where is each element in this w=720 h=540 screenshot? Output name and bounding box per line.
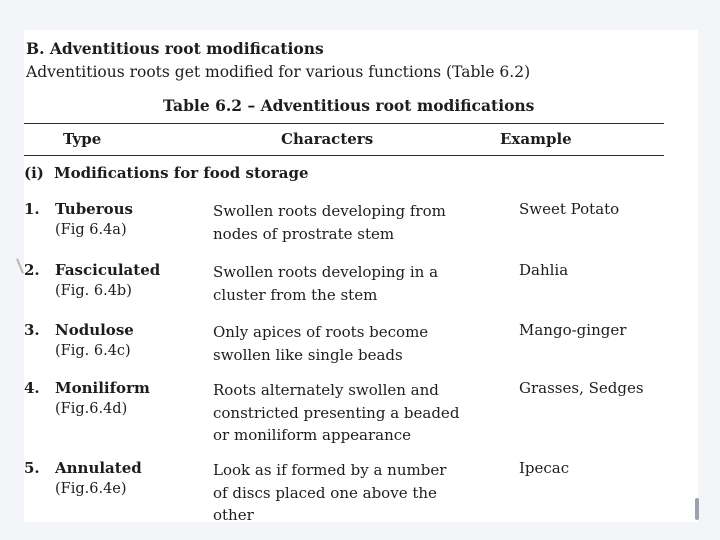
row-characters [213,379,513,447]
row-characters [213,459,513,527]
characters-line: of discs placed one above the [213,483,437,502]
characters-line: Roots alternately swollen and [213,381,439,399]
row-figure-ref: (Fig. 6.4b) [55,283,132,299]
row-figure-ref: (Fig.6.4e) [55,481,127,497]
row-characters [213,321,513,366]
edge-mark [695,498,699,520]
row-figure-ref: (Fig. 6.4c) [55,343,131,359]
row-number: 4. [24,379,40,397]
characters-line: Only apices of roots become [213,323,429,341]
section-label: Modifications for food storage [54,164,309,182]
table-section-heading [24,164,309,182]
characters-line: nodes of prostrate stem [213,224,395,243]
row-characters [213,261,513,306]
table-caption: Table 6.2 – Adventitious root modifications [163,96,535,115]
column-header-example: Example [500,130,572,148]
row-number: 2. [24,261,40,279]
section-number: (i) [24,164,44,182]
row-type: Moniliform [55,379,150,397]
row-type: Fasciculated [55,261,161,279]
row-number: 3. [24,321,40,339]
column-header-characters: Characters [281,130,374,148]
margin-mark [16,258,24,274]
characters-line: swollen like single beads [213,345,403,364]
characters-line: Swollen roots developing in a [213,263,439,281]
row-figure-ref: (Fig 6.4a) [55,222,127,238]
characters-line: cluster from the stem [213,285,378,304]
row-example: Ipecac [519,459,570,477]
document-page [24,30,698,522]
row-type: Tuberous [55,200,133,218]
row-example: Sweet Potato [519,200,620,218]
row-number: 1. [24,200,40,218]
row-example: Dahlia [519,261,569,279]
characters-line: Swollen roots developing from [213,202,446,220]
row-type: Annulated [55,459,142,477]
row-number: 5. [24,459,40,477]
table-header-rule [24,155,664,156]
table-top-rule [24,123,664,124]
section-heading: B. Adventitious root modifications [26,39,324,58]
column-header-type: Type [63,130,102,148]
characters-line: Look as if formed by a number [213,461,447,479]
row-example: Grasses, Sedges [519,379,644,397]
row-type: Nodulose [55,321,134,339]
row-characters [213,200,513,245]
characters-line: constricted presenting a beaded [213,403,460,422]
row-figure-ref: (Fig.6.4d) [55,401,128,417]
characters-line: other [213,506,254,524]
intro-text: Adventitious roots get modified for various functions (Table 6.2) [26,63,531,81]
characters-line: or moniliform appearance [213,426,412,444]
row-example: Mango-ginger [519,321,627,339]
